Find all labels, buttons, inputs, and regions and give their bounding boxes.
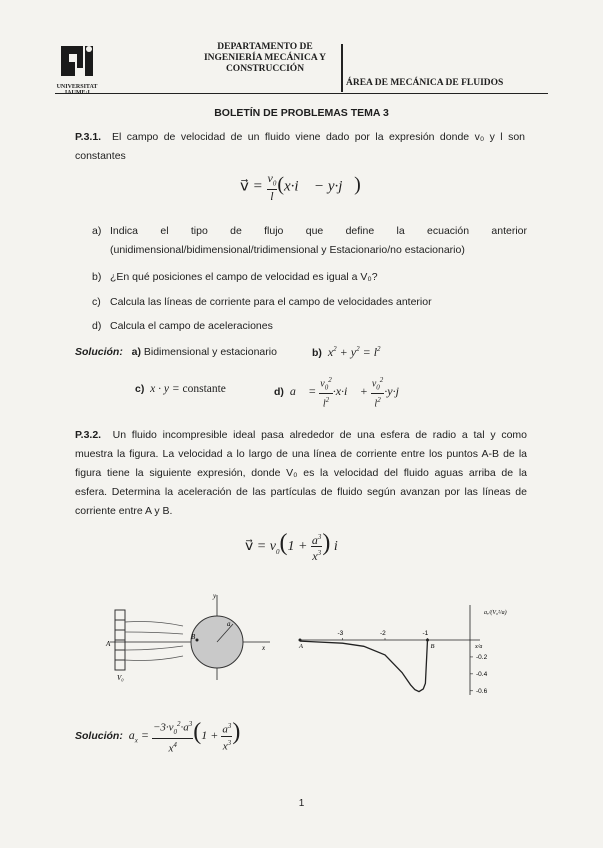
solution-label: Solución: [75,346,123,358]
solution-3-1-row1 [75,346,277,358]
problem-3-2-text [75,426,527,521]
series-line [300,640,428,692]
fig-label-A: A [106,640,111,648]
problem-3-1-intro [75,128,525,166]
dept-line-2: INGENIERÍA MECÁNICA Y [203,53,327,63]
fig-label-y: y [213,592,217,600]
streamlines [110,622,270,661]
solution-3-2: Solución: $a_x$ = $\frac{-3\cdot v_0^2\cdot a^3}{x^4}$ (1 + $\frac{a^3}{x^3}$ ) [75,719,241,755]
uni-name: UNIVERSITAT [56,84,98,90]
fig-label-B: B [191,633,196,641]
sol-b: b) $x^2 + y^2 = l^2$ [312,345,381,359]
page-title: BOLETÍN DE PROBLEMAS TEMA 3 [214,107,389,119]
fig-label-V0: V₀ [117,674,124,682]
item-b [92,271,378,283]
item-text: ¿En qué posiciones el campo de velocidad es igual a V₀? [110,271,378,283]
solution-label: Solución: [75,730,123,742]
department-name [190,42,340,75]
y-axis-label: aₓ/(V₀²/a) [484,610,507,616]
x-tick-label: -1 [422,630,429,637]
fig-label-x: x [262,644,266,652]
point-A-marker [299,639,302,642]
problem-label: P.3.1. [75,131,102,143]
intro-text: El campo de velocidad de un fluido viene dado por la expresión donde v₀ y l son [111,131,526,143]
dept-line-1: DEPARTAMENTO DE [217,42,313,52]
intro-text-2: constantes [75,150,126,162]
sol-c-label: c) [135,383,145,395]
sol-b-label: b) [312,347,322,359]
point-b-marker [196,639,199,642]
p32-line-1: Un fluido incompresible ideal pasa alrededor de una esfera de radio a tal y como [112,429,527,441]
page-number: 1 [298,798,305,809]
sol-c: c) x · y = constante [135,383,226,395]
sol-a-label: a) [131,346,141,358]
header-rule [55,93,548,94]
item-letter: c) [92,296,101,308]
velocity-formula-2: v⃗ = $v_0(1$ + $\frac{a^3}{x^3}$ ) i⃗ [245,530,349,564]
item-d [92,320,273,332]
acceleration-chart [285,600,507,700]
sol-a-text: Bidimensional y estacionario [143,346,277,358]
p32-line-3: figura tiene la siguiente expresión, donde V₀ es la velocidad del fluido aguas arriba de la [75,467,527,479]
dept-line-3: CONSTRUCCIÓN [225,64,305,74]
velocity-formula: v⃗ = $\frac{v_0}{l}$ (x·i⃗ − y·j⃗) [240,171,361,204]
sol-c-text: constante [182,383,226,395]
university-logo [55,44,99,90]
item-text: Indica el tipo de flujo que define la ecuación anterior [110,225,527,237]
header-divider [341,44,343,92]
y-tick-label: -0.2 [476,653,488,661]
item-a [92,222,527,260]
item-text: Calcula las líneas de corriente para el campo de velocidades anterior [110,296,432,308]
sol-d: d) a⃗ = $\frac{v_0^2}{l^2}$ ·x·i⃗ + $\frac{v_0^2}{l^2}$ ·y·j⃗ [274,376,409,410]
item-letter: a) [92,225,102,237]
p32-line-5: corriente entre A y B. [75,505,173,517]
x-tick-label: -3 [337,630,344,637]
fig-label-a: a [227,620,231,628]
item-text-2: (unidimensional/bidimensional/tridimensional y Estacionario/no estacionario) [110,244,465,256]
y-tick-label: -0.4 [476,670,488,678]
item-c [92,296,432,308]
item-letter: d) [92,320,102,332]
p32-line-4: esfera. Determina la aceleración de las partículas de fluido según avanzan por las líneas de [75,486,527,498]
p32-line-2: muestra la figura. La velocidad a lo largo de una línea de corriente entre los puntos A-B de la [75,448,527,460]
sol-d-label: d) [274,386,284,399]
point-label-A: A [299,643,303,650]
x-axis-label: x/a [475,644,483,650]
point-label-B: B [430,643,435,650]
inlet-grid [115,610,125,670]
university-logo-icon [55,44,99,78]
problem-label: P.3.2. [75,429,102,441]
point-B-marker [426,639,429,642]
sphere-flow-figure [105,590,285,685]
item-letter: b) [92,271,102,283]
area-title: ÁREA DE MECÁNICA DE FLUIDOS [346,78,504,88]
y-tick-label: -0.6 [476,687,488,695]
item-text: Calcula el campo de aceleraciones [110,320,273,332]
x-tick-label: -2 [380,630,386,637]
